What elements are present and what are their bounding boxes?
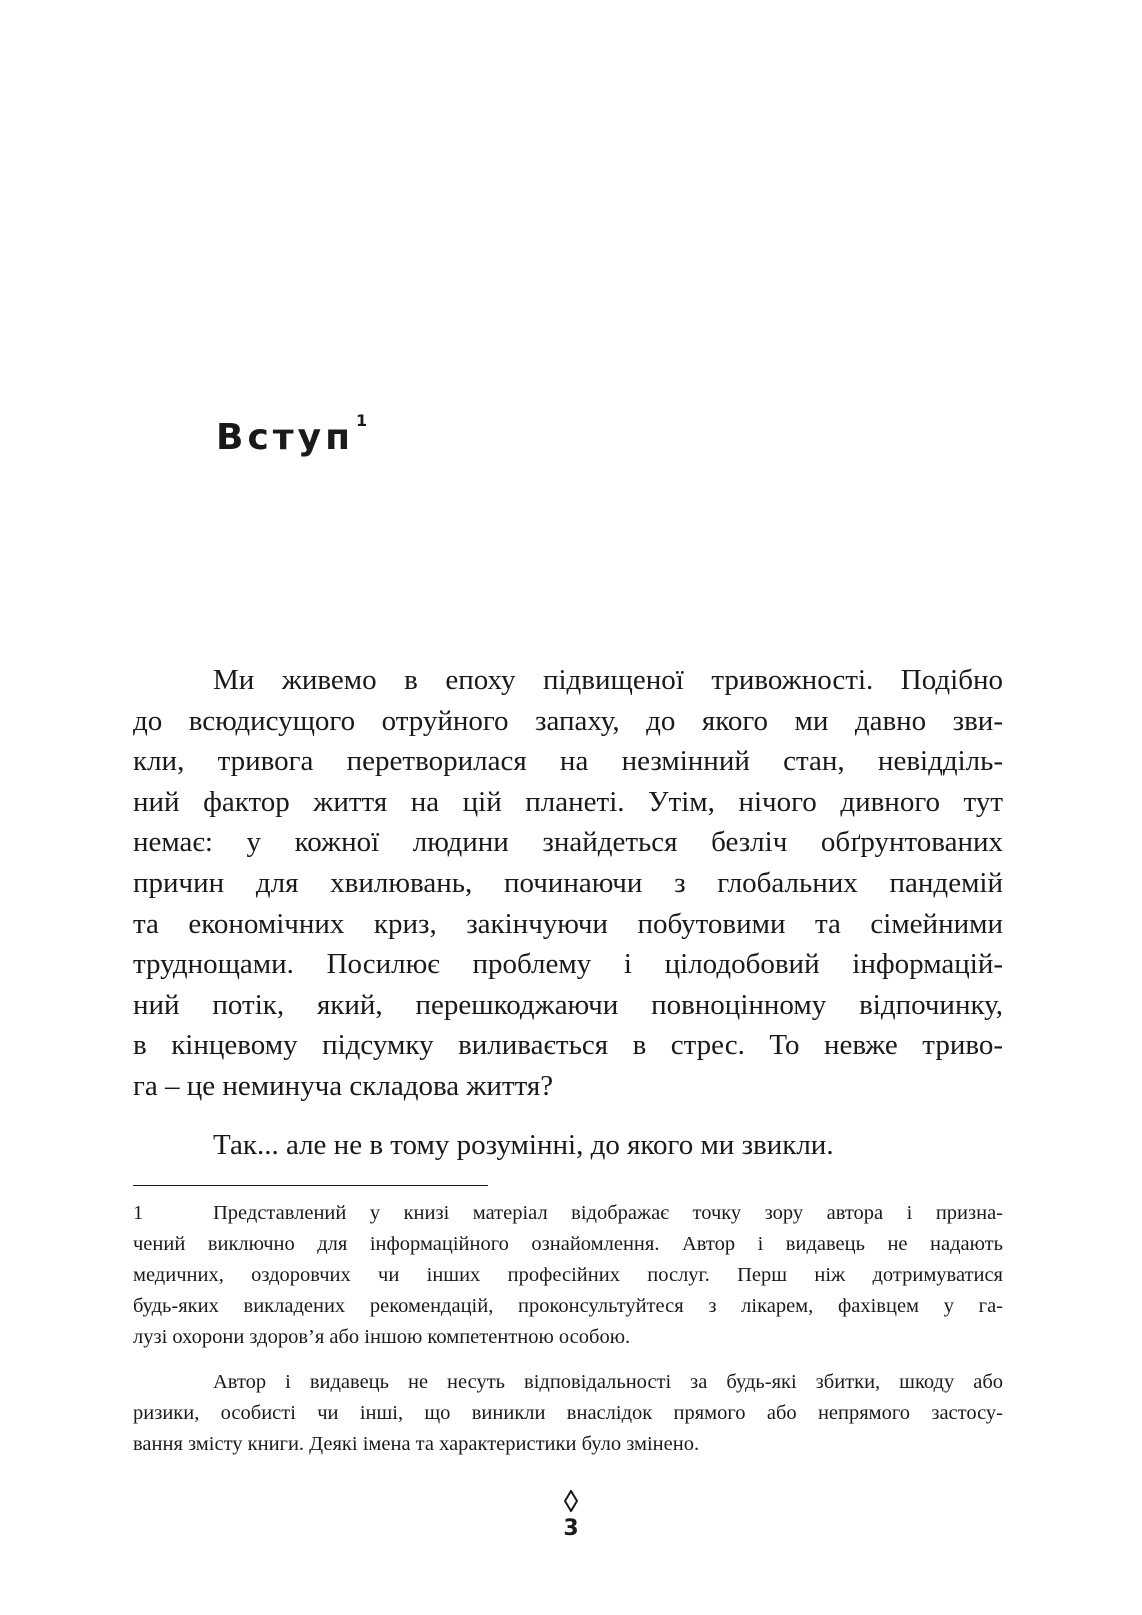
body-line: та економічних криз, закінчуючи побутовими та сімейними: [133, 907, 1003, 940]
body-line: немає: у кожної людини знайдеться безліч обґрунтованих: [133, 826, 1003, 859]
body-line: труднощами. Посилює проблему і цілодобовий інформацій-: [133, 948, 1003, 981]
footnote-line: чений виключно для інформаційного ознайомлення. Автор і видавець не надають: [133, 1233, 1003, 1255]
footnote-line: [133, 1198, 1003, 1229]
page-number: 3: [563, 1516, 579, 1541]
body-paragraph-2: [133, 1125, 1003, 1166]
footnote-line-text: Представлений у книзі матеріал відображає точку зору автора і призна-: [213, 1202, 1003, 1224]
body-paragraph-1: [133, 660, 1003, 1107]
body-line: кли, тривога перетворилася на незмінний стан, невідділь-: [133, 745, 1003, 778]
footnote-line: ризики, особисті чи інші, що виникли внаслідок прямого або непрямого застосу-: [133, 1402, 1003, 1424]
footnote-reference: 1: [355, 411, 368, 430]
footnote-line: Автор і видавець не несуть відповідальності за будь-які збитки, шкоду або: [213, 1371, 1003, 1393]
footnote-line: медичних, оздоровчих чи інших професійних послуг. Перш ніж дотримуватися: [133, 1264, 1003, 1286]
footnote-line: вання змісту книги. Деякі імена та характеристики було змінено.: [133, 1433, 700, 1455]
chapter-title-text: Вступ: [216, 417, 354, 458]
chapter-title: [216, 411, 368, 458]
body-line: в кінцевому підсумку виливається в стрес. То невже триво-: [133, 1029, 1003, 1062]
diamond-ornament-icon: [0, 1490, 1142, 1517]
footnote-separator: [133, 1185, 488, 1186]
footnote: [133, 1198, 1003, 1460]
body-line: Так... але не в тому розумінні, до якого ми звикли.: [213, 1128, 834, 1161]
footnote-line: лузі охорони здоров’я або іншою компетентною особою.: [133, 1326, 631, 1348]
body-line: Ми живемо в епоху підвищеної тривожності. Подібно: [213, 664, 1003, 696]
body-line: причин для хвилювань, починаючи з глобальних пандемій: [133, 866, 1003, 899]
body-line: га – це неминуча складова життя?: [133, 1069, 554, 1102]
body-line: до всюдисущого отруйного запаху, до якого ми давно зви-: [133, 704, 1003, 737]
footnote-line: будь-яких викладених рекомендацій, проконсультуйтеся з лікарем, фахівцем у га-: [133, 1295, 1003, 1317]
body-text: [133, 660, 1003, 1165]
footnote-number: 1: [133, 1202, 144, 1224]
body-line: ний фактор життя на цій планеті. Утім, нічого дивного тут: [133, 785, 1003, 818]
footnote-paragraph-2: [133, 1367, 1003, 1460]
footnote-paragraph-1: [133, 1198, 1003, 1353]
body-line: ний потік, який, перешкоджаючи повноцінному відпочинку,: [133, 988, 1003, 1021]
